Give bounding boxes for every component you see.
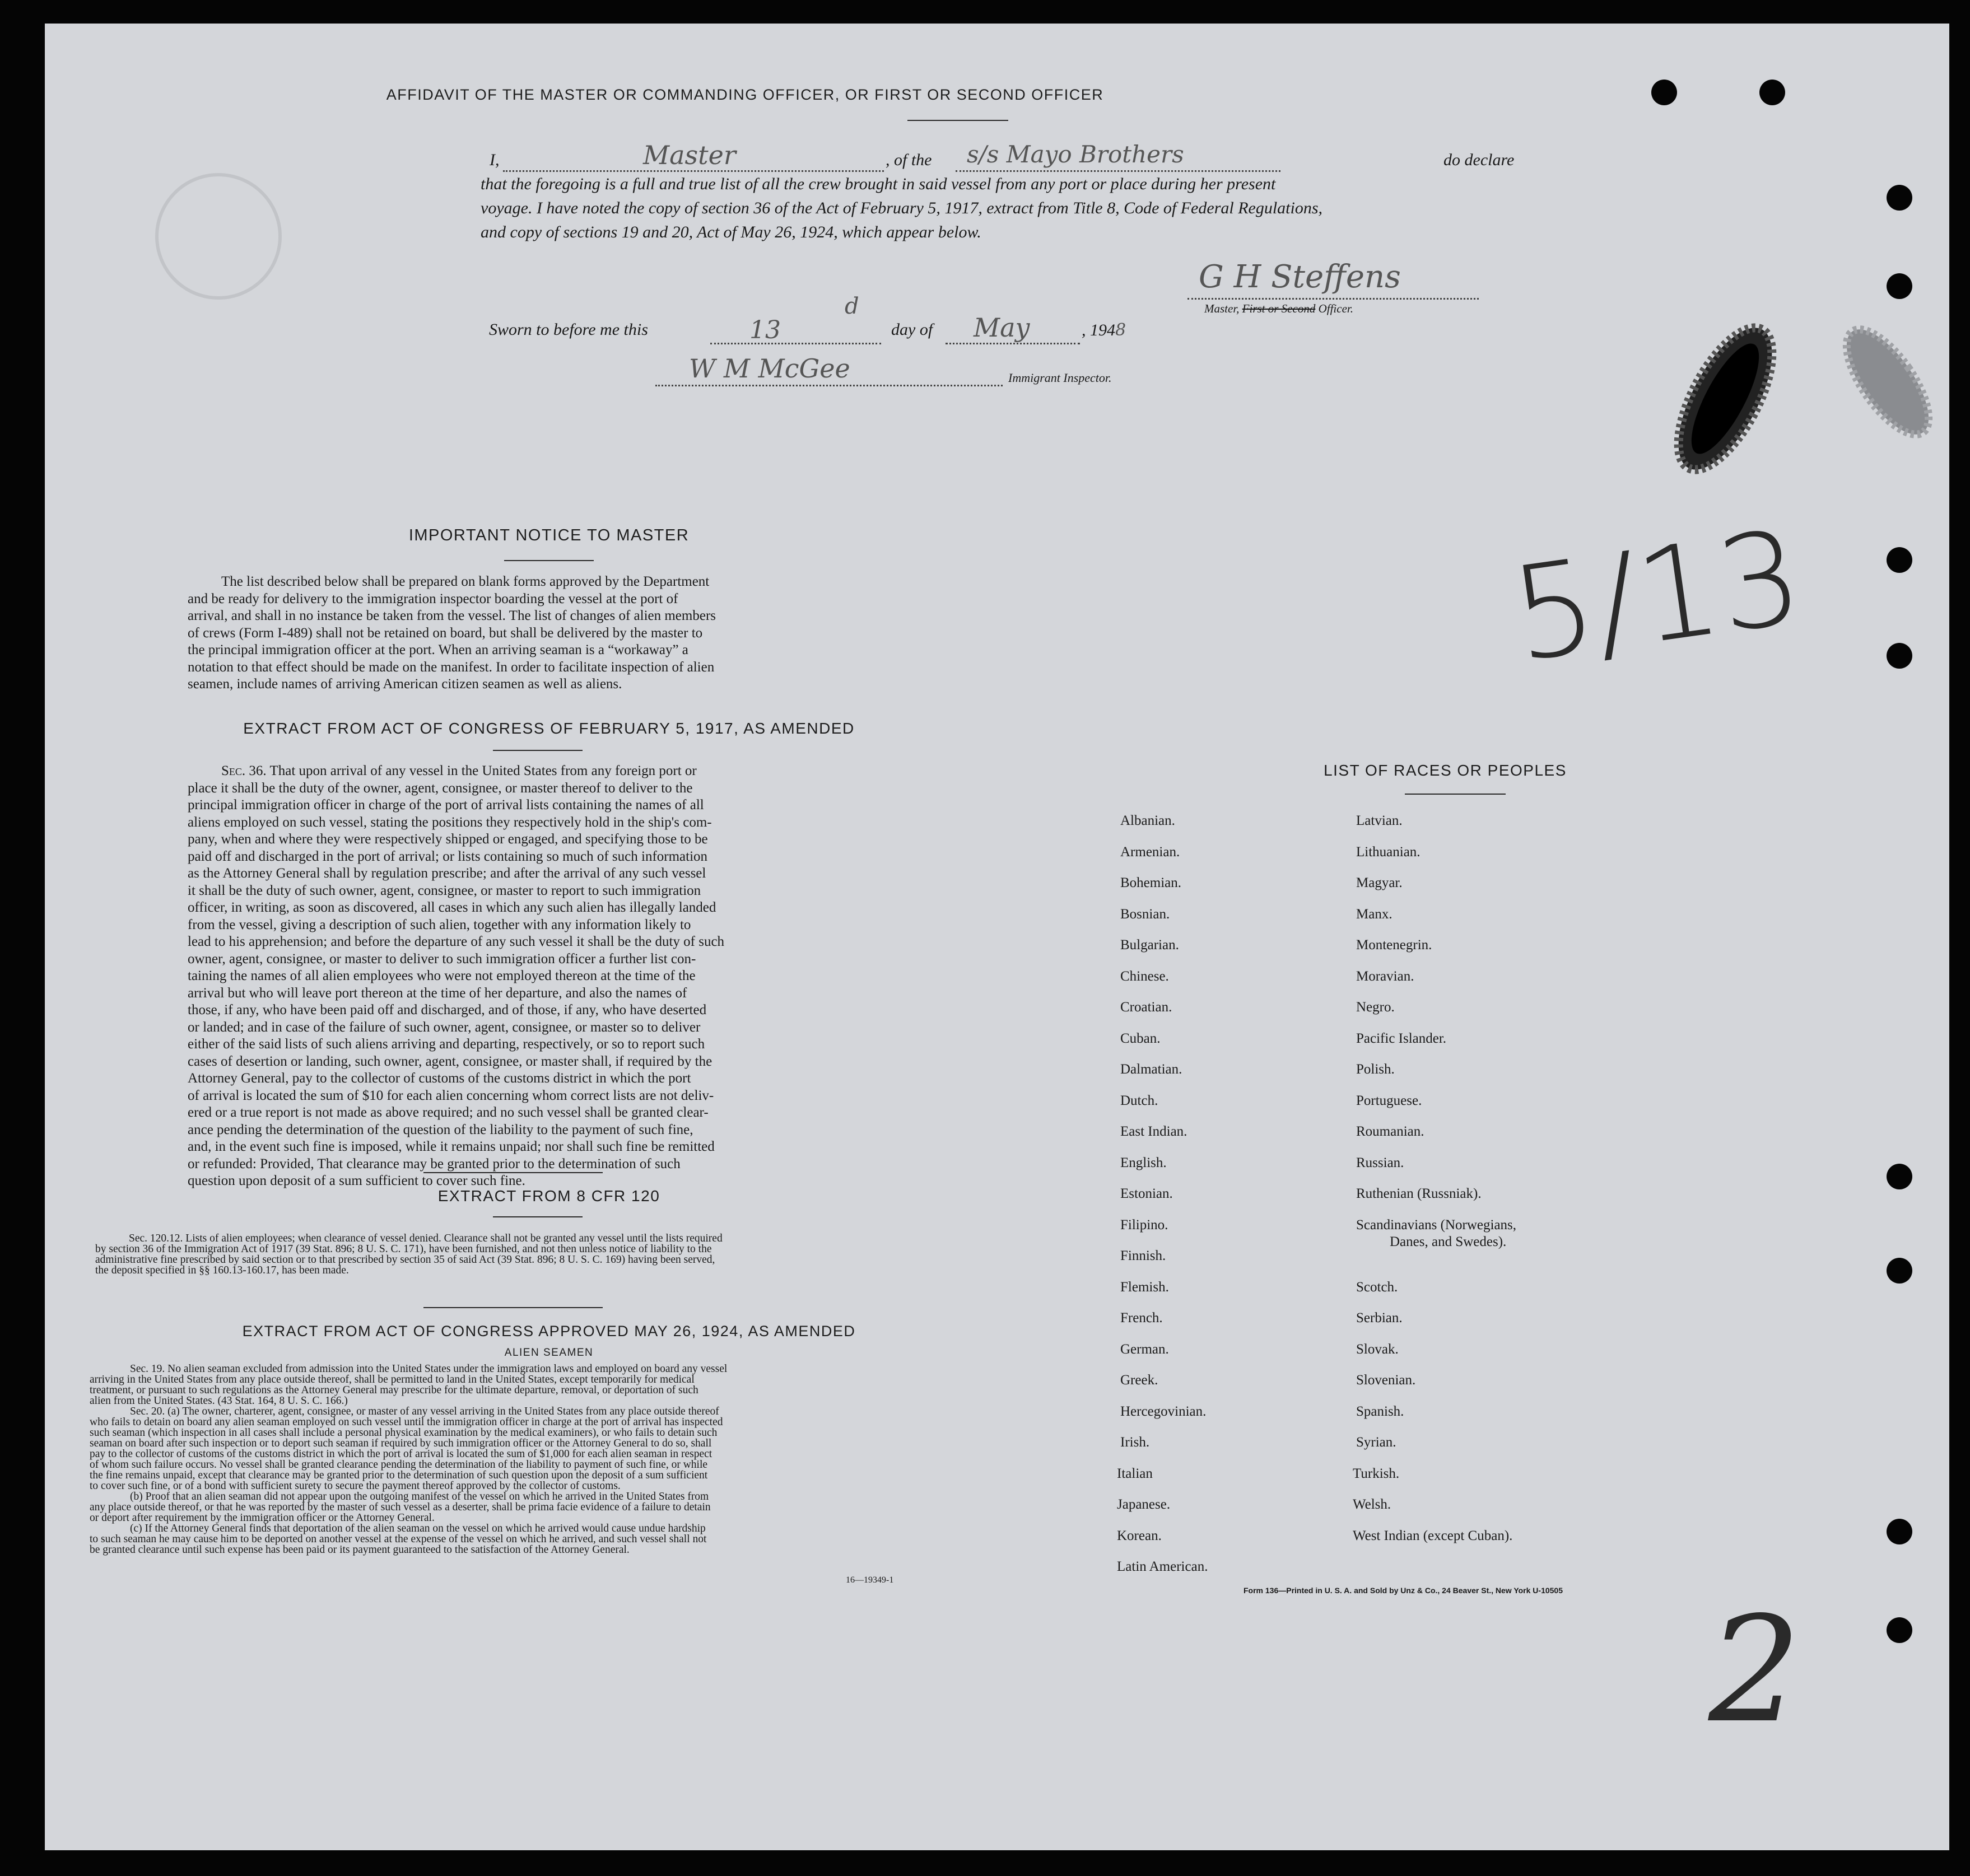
race-item: Moravian.	[1356, 968, 1414, 984]
affidavit-text	[481, 140, 1543, 244]
sec20-line: any place outside thereof, or that he was reported by the master of such vessel as a deserter, shall be prima facie evidence of a failure to detain	[90, 1501, 711, 1513]
race-item: West Indian (except Cuban).	[1353, 1528, 1513, 1543]
year-prefix: , 194	[1082, 321, 1115, 339]
sec36-line: from the vessel, giving a description of such alien, together with any information likely to	[188, 917, 691, 932]
punch-hole	[1759, 80, 1785, 105]
race-item: Italian	[1117, 1466, 1153, 1481]
year-suffix-handwritten: 8	[1115, 320, 1126, 340]
sworn-label: Sworn to before me this	[489, 320, 648, 339]
race-item: Slovenian.	[1356, 1373, 1416, 1388]
cfr-top-rule	[423, 1172, 603, 1173]
cfr-title: EXTRACT FROM 8 CFR 120	[437, 1187, 660, 1205]
race-item: Bulgarian.	[1120, 937, 1179, 953]
vessel-handwritten: s/s Mayo Brothers	[967, 141, 1184, 168]
sec36-line: place it shall be the duty of the owner, agent, consignee, or master thereof to deliver to the	[188, 780, 693, 796]
sec20-line: be granted clearance until such expense has been paid or its payment guaranteed to the satisfaction of the Attorney General.	[90, 1544, 630, 1556]
sec36-line: lead to his apprehension; and before the departure of any such vessel it shall be the duty of such	[188, 934, 725, 949]
i-label: I,	[490, 151, 500, 169]
sec36-line: taining the names of all alien employees who were not employed thereon at the time of the	[188, 968, 696, 983]
sec36-line: principal immigration officer in charge of the port of arrival lists containing the names of all	[188, 797, 704, 813]
race-item: Roumanian.	[1356, 1124, 1424, 1139]
cfr-rule	[493, 1216, 583, 1217]
race-item: Bosnian.	[1120, 906, 1170, 922]
race-item: Korean.	[1117, 1528, 1162, 1543]
sec36-line: or refunded: Provided, That clearance may be granted prior to the determination of such	[188, 1156, 681, 1172]
punch-hole	[1651, 80, 1677, 105]
sec36-line: arrival but who will leave port thereon at the time of her departure, and also the names of	[188, 985, 687, 1001]
punch-hole	[1887, 273, 1912, 299]
declare-label: do declare	[1443, 151, 1515, 169]
race-item: Scotch.	[1356, 1279, 1398, 1295]
sec19-line: arriving in the United States from any place outside thereof, shall be permitted to land in the United States, except temporarily for medical	[90, 1374, 695, 1385]
race-item: Slovak.	[1356, 1341, 1399, 1357]
document-page	[45, 24, 1949, 1850]
race-item: Finnish.	[1120, 1248, 1166, 1263]
notice-line: arrival, and shall in no instance be taken from the vessel. The list of changes of alien members	[188, 608, 716, 623]
race-item: Dalmatian.	[1120, 1062, 1182, 1077]
race-item: Syrian.	[1356, 1435, 1396, 1450]
affidavit-title: AFFIDAVIT OF THE MASTER OR COMMANDING OFFICER, OR FIRST OR SECOND OFFICER	[386, 86, 1104, 103]
race-item: Welsh.	[1353, 1497, 1391, 1512]
sec36-line: aliens employed on such vessel, stating the positions they respectively hold in the ship's com-	[188, 814, 712, 830]
inspector-label: Immigrant Inspector.	[1008, 371, 1112, 385]
sec36-line: as the Attorney General shall by regulation prescribe; and after the arrival of any such vessel	[188, 866, 706, 881]
race-item: Croatian.	[1120, 1000, 1172, 1015]
cfr-line: Sec. 120.12. Lists of alien employees; when clearance of vessel denied. Clearance shall not be granted any vessel until the lists required	[129, 1233, 723, 1244]
of-the-label: , of the	[886, 151, 932, 169]
races-title: LIST OF RACES OR PEOPLES	[1324, 762, 1567, 779]
sec36-line: ance pending the determination of the question of the liability to the payment of such fine,	[188, 1122, 693, 1137]
race-item: Scandinavians (Norwegians,	[1356, 1217, 1517, 1233]
race-item: Danes, and Swedes).	[1390, 1234, 1507, 1249]
title-rule	[907, 120, 1008, 121]
sec36-body	[188, 763, 865, 1190]
race-item: Turkish.	[1353, 1466, 1400, 1481]
inspector-handwritten: W M McGee	[689, 353, 850, 384]
race-item: Lithuanian.	[1356, 844, 1421, 860]
race-item: Estonian.	[1120, 1186, 1173, 1201]
sec20-line: or deport after requirement by the immigration officer or the Attorney General.	[90, 1512, 435, 1524]
extract-1924-title: EXTRACT FROM ACT OF CONGRESS APPROVED MAY 26, 1924, AS AMENDED	[242, 1323, 856, 1340]
race-item: Filipino.	[1120, 1217, 1168, 1233]
cfr-line: administrative fine prescribed by said section or to that prescribed by section 35 of said Act (39 Stat. 896; 8 U. S. C. 169) having been served,	[95, 1254, 715, 1266]
punch-hole	[1887, 1164, 1912, 1189]
cfr-body	[95, 1233, 947, 1276]
notice-body	[188, 573, 865, 693]
day-field[interactable]	[710, 293, 881, 344]
race-item: Chinese.	[1120, 968, 1169, 984]
race-item: East Indian.	[1120, 1124, 1187, 1139]
race-item: Manx.	[1356, 906, 1392, 922]
punch-hole	[1887, 1258, 1912, 1284]
year-label	[1082, 320, 1126, 340]
master-handwritten: Master	[643, 140, 736, 170]
punch-hole	[1887, 643, 1912, 669]
sec36-line: or landed; and in case of the failure of such owner, agent, consignee, or master so to deliver	[188, 1019, 701, 1035]
sec20-line: pay to the collector of customs of the customs district in which the port of arrival is located the sum of $1,000 for each alien seaman in respect	[90, 1448, 712, 1460]
race-item: English.	[1120, 1155, 1167, 1170]
race-item: Latin American.	[1117, 1559, 1208, 1574]
signature-handwritten: G H Steffens	[1199, 259, 1401, 295]
races-rule	[1405, 794, 1506, 795]
print-code: 16—19349-1	[846, 1575, 894, 1585]
sec36-line: pany, when and where they were respectively shipped or engaged, and specifying those to be	[188, 832, 708, 847]
signature-caption	[1204, 304, 1353, 314]
race-item: Pacific Islander.	[1356, 1030, 1447, 1046]
sec36-line: ered or a true report is not made as above required; and no such vessel shall be granted clear-	[188, 1105, 709, 1120]
extract-1924-body	[90, 1364, 947, 1555]
sec20-line: such seaman (which inspection in all cases shall include a personal physical examination by the medical examiners), or who fails to detain such	[90, 1427, 718, 1439]
sec36-first-line	[188, 763, 865, 780]
race-item: Serbian.	[1356, 1310, 1403, 1326]
sec19-line: Sec. 19. No alien seaman excluded from admission into the United States under the immigration laws and employed on board any vessel	[130, 1363, 728, 1375]
notice-title: IMPORTANT NOTICE TO MASTER	[408, 526, 690, 544]
punch-hole	[1887, 1617, 1912, 1643]
sec36-line: of arrival is located the sum of $10 for each alien concerning whom correct lists are not deliv-	[188, 1088, 714, 1103]
notice-line: seamen, include names of arriving American citizen seamen as well as aliens.	[188, 676, 622, 692]
extract-1924-top-rule	[423, 1307, 603, 1308]
sec36-line: and, in the event such fine is imposed, while it remains unpaid; nor shall such fine be remitted	[188, 1139, 715, 1154]
race-item: Greek.	[1120, 1373, 1158, 1388]
race-item: Montenegrin.	[1356, 937, 1432, 953]
sec20-line: the fine remains unpaid, except that clearance may be granted prior to the determination of such question upon the deposit of a sum sufficient	[90, 1469, 708, 1481]
race-item: Spanish.	[1356, 1403, 1404, 1419]
punch-hole	[1887, 1519, 1912, 1544]
date-mark-handwritten: 5/13	[1503, 502, 1811, 691]
sec19-line: alien from the United States. (43 Stat. 164, 8 U. S. C. 166.)	[90, 1395, 348, 1407]
alien-seamen-subtitle: ALIEN SEAMEN	[504, 1347, 594, 1359]
sec36-line: it shall be the duty of such owner, agent, consignee, or master to report to such immigration	[188, 883, 701, 898]
race-item: Irish.	[1120, 1435, 1150, 1450]
race-item: Bohemian.	[1120, 875, 1182, 890]
race-item: Polish.	[1356, 1062, 1395, 1077]
day-of-label: day of	[891, 320, 933, 339]
master-field[interactable]	[503, 140, 884, 172]
notice-line: The list described below shall be prepared on blank forms approved by the Department	[221, 574, 710, 589]
sworn-line	[489, 293, 1217, 348]
sec20-line: seaman on board after such inspection or to deport such seaman if required by such immigration officer or the Attorney General to do so, shall	[90, 1438, 712, 1449]
affidavit-line-3: voyage. I have noted the copy of section 36 of the Act of February 5, 1917, extract from Title 8, Code of Federal Regulations,	[481, 199, 1323, 217]
race-item: Albanian.	[1120, 813, 1175, 828]
sec36-label: Sec. 36.	[221, 763, 267, 778]
affidavit-line-2: that the foregoing is a full and true list of all the crew brought in said vessel from any port or place during her present	[481, 175, 1276, 193]
cfr-line: the deposit specified in §§ 160.13-160.17, has been made.	[95, 1264, 349, 1276]
signature-field[interactable]	[1187, 259, 1479, 300]
sec36-line: That upon arrival of any vessel in the United States from any foreign port or	[269, 763, 697, 778]
sec36-line: those, if any, who have been paid off and discharged, and of those, if any, who have deserted	[188, 1002, 707, 1018]
race-item: Russian.	[1356, 1155, 1404, 1170]
notice-line: and be ready for delivery to the immigration inspector boarding the vessel at the port of	[188, 591, 678, 606]
race-item: Portuguese.	[1356, 1093, 1422, 1108]
punch-hole	[1887, 185, 1912, 211]
inspector-field[interactable]	[655, 353, 1003, 386]
sec20-line: Sec. 20. (a) The owner, charterer, agent, consignee, or master of any vessel arriving in the United States from any place outside thereof	[130, 1406, 719, 1417]
affidavit-line-4: and copy of sections 19 and 20, Act of May 26, 1924, which appear below.	[481, 223, 981, 241]
month-handwritten: May	[974, 312, 1030, 343]
notice-rule	[504, 560, 594, 561]
sec36-line: paid off and discharged in the port of arrival; or lists containing so much of such information	[188, 848, 708, 864]
day-handwritten: 13	[749, 316, 781, 344]
vessel-field[interactable]	[956, 141, 1280, 172]
caption-prefix: Master,	[1204, 302, 1242, 315]
race-item: Flemish.	[1120, 1279, 1169, 1295]
race-item: Latvian.	[1356, 813, 1403, 828]
sec36-line: cases of desertion or landing, such owner, agent, consignee, or master shall, if required by the	[188, 1053, 712, 1069]
day-suffix-handwritten: d	[845, 293, 859, 319]
race-item: Negro.	[1356, 1000, 1395, 1015]
faint-stamp-image	[134, 164, 302, 309]
sec36-line: owner, agent, consignee, or master to deliver to such immigration officer a further list con-	[188, 951, 696, 967]
sec19-line: treatment, or pursuant to such regulations as the Attorney General may prescribe for the ultimate departure, removal, or deportation of such	[90, 1384, 698, 1396]
race-item: Cuban.	[1120, 1030, 1161, 1046]
month-field[interactable]	[946, 312, 1080, 344]
punch-hole	[1887, 547, 1912, 573]
sec20-line: to such seaman he may cause him to be deported on another vessel at the expense of the vessel on which he arrived, and such vessel shall not	[90, 1533, 707, 1545]
sec36-line: question upon deposit of a sum sufficient to cover such fine.	[188, 1173, 525, 1188]
cfr-line: by section 36 of the Immigration Act of 1917 (39 Stat. 896; 8 U. S. C. 171), have been furnished, and not then unless notice of liability to the	[95, 1243, 712, 1255]
notice-line: of crews (Form I-489) shall not be retained on board, but shall be delivered by the master to	[188, 625, 703, 641]
sec36-line: officer, in writing, as soon as discovered, all cases in which any such alien has illegally landed	[188, 900, 716, 915]
race-item: Hercegovinian.	[1120, 1403, 1207, 1419]
caption-suffix: Officer.	[1315, 302, 1353, 315]
sec20-line: who fails to detain on board any alien seaman employed on such vessel until the immigration officer in charge at the port of arrival has inspected	[90, 1416, 723, 1428]
sec20-line: of whom such failure occurs. No vessel shall be granted clearance pending the determination of the liability to payment of such fine, or while	[90, 1459, 708, 1471]
notary-seal-image	[1658, 304, 1938, 505]
race-item: Magyar.	[1356, 875, 1403, 890]
extract-1917-rule	[493, 750, 583, 751]
sec36-line: either of the said lists of such aliens arriving and departing, respectively, or so to report such	[188, 1037, 705, 1052]
notice-line: the principal immigration officer at the port. When an arriving seaman is a “workaway” a	[188, 642, 688, 657]
race-item: Dutch.	[1120, 1093, 1158, 1108]
race-item: German.	[1120, 1341, 1169, 1357]
caption-struck: First or Second	[1242, 302, 1316, 315]
page-number-handwritten: 2	[1708, 1586, 1801, 1755]
race-item: Japanese.	[1117, 1497, 1171, 1512]
notice-line: notation to that effect should be made on the manifest. In order to facilitate inspection of alien	[188, 659, 715, 675]
race-item: Ruthenian (Russniak).	[1356, 1186, 1482, 1201]
form-footer: Form 136—Printed in U. S. A. and Sold by Unz & Co., 24 Beaver St., New York U-10505	[1244, 1586, 1563, 1595]
extract-1917-title: EXTRACT FROM ACT OF CONGRESS OF FEBRUARY 5, 1917, AS AMENDED	[243, 720, 855, 737]
sec20-line: (c) If the Attorney General finds that deportation of the alien seaman on the vessel on which he arrived would cause undue hardship	[130, 1523, 706, 1534]
sec20-line: to cover such fine, or of a bond with sufficient surety to secure the payment thereof approved by the collector of customs.	[90, 1480, 621, 1492]
sec20-line: (b) Proof that an alien seaman did not appear upon the outgoing manifest of the vessel on which he arrived in the United States from	[130, 1491, 709, 1502]
race-item: Armenian.	[1120, 844, 1180, 860]
race-item: French.	[1120, 1310, 1163, 1326]
sec36-line: Attorney General, pay to the collector of customs of the customs district in which the port	[188, 1071, 691, 1086]
